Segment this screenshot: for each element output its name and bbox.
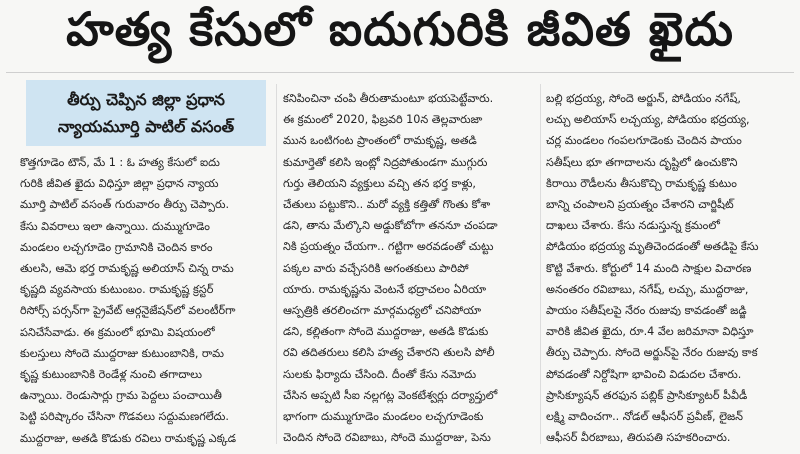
article-line: లచ్చు అలియాస్ లచ్చయ్య, పోడియం భద్రయ్య, (546, 113, 750, 127)
headline-rule (6, 72, 794, 73)
article-line: చేసిన అప్పటి సీఐ నల్లగట్ల వెంకటేశ్వర్లు దర్యాప్తులో (283, 388, 498, 402)
article-line: పక్కల వారు వచ్చేసరికి అగంతకులు పారిపో (283, 261, 469, 275)
article-line: ఆఫీసర్ వీరబాబు, తిరుపతి సహకరించారు. (546, 431, 731, 445)
article-line: కృష్ణది వ్యవసాయ కుటుంబం. రామకృష్ణ క్రస్టర్ (20, 283, 214, 297)
article-line: ప్రాసిక్యూషన్ తరఫున పబ్లిక్ ప్రాసిక్యూటర్ పీవీడీ (546, 388, 748, 402)
article-line: కుమార్తెతో కలిసి ఇంట్లో నిద్రపోతుండగా ముగ్గురు (283, 155, 488, 169)
article-line: పనిచేసేవాడు. ఈ క్రమంలో భూమి విషయంలో (20, 325, 215, 339)
article-line: కిరాయి రౌడీలను తీసుకొచ్చి రామకృష్ణ కుటుం (546, 176, 737, 190)
headline: హత్య కేసులో ఐదుగురికి జీవిత ఖైదు (66, 2, 734, 56)
article-line: పెట్టి పరిష్కారం చేసినా గొడవలు సద్దుమణగలేదు. (20, 410, 229, 424)
article-line: ఈ క్రమంలో 2020, ఫిబ్రవరి 10న తెల్లవారుజా (283, 113, 483, 127)
article-line: చేతులు పట్టుకొని.. మరో వ్యక్తి కత్తితో గొంతు కోశా (283, 198, 491, 212)
article-line: ఉన్నాయి. రెండుసార్లు గ్రామ పెద్దలు పంచాయితీ (20, 389, 222, 403)
article-line: మున ఒంటిగంట ప్రాంతంలో రామకృష్ణ, అతడి (283, 134, 477, 148)
article-line: ముద్దరాజు, అతడి కొడుకు రవిలు రామకృష్ణ ఎక్కడ (20, 431, 237, 445)
article-line: భాగంగా దుమ్ముగూడెం మండలం లచ్చగూడెంకు (283, 410, 484, 424)
article-line: సతీష్‌లు భూ తగాదాలను దృష్టిలో ఉంచుకొని (546, 155, 738, 169)
article-line: అనంతరం రవిబాబు, నగేష్, లచ్చు, ముద్దరాజు, (546, 282, 749, 296)
article-line: గుర్తు తెలియని వ్యక్తులు వచ్చి తన భర్త కాళ్లు, (283, 176, 476, 190)
article-line: కులస్తులు సోందె ముద్దరాజు కుటుంబానికి, రామ (20, 346, 224, 360)
article-line: డని, కల్లితంగా సోందె ముద్దరాజు, అతడి కొడుకు (283, 325, 489, 339)
article-line: కనిపించినా చంపి తీరుతామంటూ భయపెట్టేవారు. (283, 92, 494, 105)
article-line: వారికి జీవిత ఖైదు, రూ.4 వేల జరిమానా విధిస్తూ (546, 325, 754, 339)
article-column-1 (20, 152, 270, 449)
article-line: తులసి, ఆమె భర్త రామకృష్ణ అలియాస్ చిన్న రామ (20, 262, 234, 276)
article-line: మండలం లచ్చగూడెం గ్రామానికి చెందిన కారం (20, 240, 213, 254)
article-line: ఆస్పత్రికి తరలించగా మార్గమధ్యలో చనిపోయా (283, 304, 482, 318)
article-line: రవి తదితరులు కలిసి హత్య చేశారని తులసి పోలీ (283, 346, 495, 360)
article-line: యారు. రామకృష్ణను వెంటనే భద్రాచలం ఏరియా (283, 282, 487, 296)
article-line: కేసు వివరాలు ఇలా ఉన్నాయి. దుమ్ముగూడెం (20, 219, 210, 233)
article-line: రిసోర్స్ పర్సన్‌గా ప్రైవేట్ ఆర్గనైజేషన్‌లో వలంటీర్‌గా (20, 304, 236, 318)
column-divider (276, 84, 277, 444)
article-line: మూర్తి పాటిల్ వసంత్ గురువారం తీర్పు చెప్పారు. (20, 198, 230, 212)
article-line: దాఖలు చేశారు. కేసు నడుస్తున్న క్రమంలో (546, 219, 720, 233)
subheadline-line-2: న్యాయమూర్తి పాటిల్ వసంత్ (57, 117, 235, 136)
article-line: నికి ప్రయత్నం చేయగా.. గట్టిగా అరవడంతో చుట్టు (283, 240, 494, 254)
article-line: సులకు ఫిర్యాదు చేసింది. దీంతో కేసు నమోదు (283, 367, 477, 381)
article-line: బాన్ని చంపాలని ప్రయత్నం చేశారని చార్జిషీట్ (546, 198, 734, 212)
article-line: కొట్టి వేశారు. కోర్టులో 14 మంది సాక్షుల విచారణ (546, 261, 752, 275)
article-line: కొత్తగూడెం టౌన్, మే 1 : ఓ హత్య కేసులో ఐదు (20, 156, 220, 169)
article-line: పాయం సతీష్‌లపై నేరం రుజువు కావడంతో జడ్జి (546, 304, 747, 318)
article-line: డని, తాను మేల్కొని అడ్డుకోబోగా తననూ చంపడా (283, 219, 498, 233)
subheadline-line-1: తీర్పు చెప్పిన జిల్లా ప్రధాన (67, 90, 225, 109)
article-line: లక్ష్మి వాదించగా.. నోడల్ ఆఫీసర్ ప్రవీణ్, లైజన్ (546, 410, 744, 424)
article-line: కృష్ణ కుటుంబానికి రెండేళ్ల నుంచి తగాదాలు (20, 368, 202, 382)
article-line: చెందిన సోందె రవిబాబు, సోందె ముద్దరాజు, పెను (283, 431, 491, 445)
article-column-2 (283, 88, 536, 448)
article-column-3 (546, 88, 792, 448)
article-line: పోడియం భద్రయ్య మృతిచెందడంతో అతడిపై కేసు (546, 240, 759, 254)
article-line: గురికి జీవిత ఖైదు విధిస్తూ జిల్లా ప్రధాన న్యాయ (20, 177, 219, 191)
subheadline-box (26, 80, 266, 146)
article-line: చర్ల మండలం గంపలగూడెంకు చెందిన పాయం (546, 134, 742, 148)
article-line: బల్లి భద్రయ్య, సోందె అర్జున్, పోడియం నగేష్, (546, 92, 741, 105)
article-line: తీర్పు చెప్పారు. సోందె అర్జున్‌పై నేరం రుజువు కాక (546, 346, 758, 360)
article-line: పోవడంతో నిర్దోషిగా భావించి విడుదల చేశారు. (546, 367, 742, 381)
column-divider (540, 84, 541, 444)
